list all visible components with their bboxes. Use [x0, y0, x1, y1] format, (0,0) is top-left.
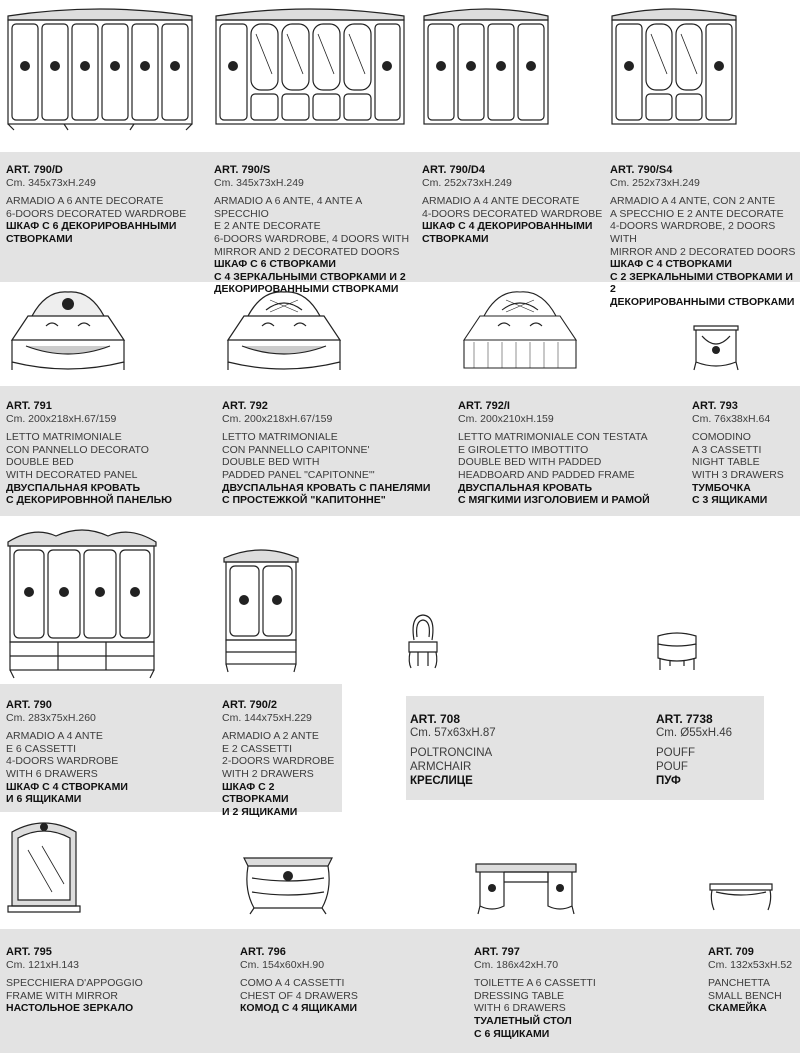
article-name-en: WITH DECORATED PANEL — [6, 468, 138, 481]
article-name-en: 6-DOORS WARDROBE, 4 DOORS WITH — [214, 232, 410, 245]
article-708 — [410, 712, 610, 788]
wardrobe-790-2-drawing — [222, 544, 300, 674]
article-793 — [692, 400, 798, 507]
article-790 — [6, 699, 206, 806]
article-name-en: CHEST OF 4 DRAWERS — [240, 989, 358, 1002]
article-code: ART. 793 — [692, 400, 738, 412]
article-name-en: PADDED PANEL "CAPITONNE'" — [222, 468, 375, 481]
article-code: ART. 790/S4 — [610, 164, 673, 176]
article-name-en: SMALL BENCH — [708, 989, 782, 1002]
article-name-en: DOUBLE BED WITH — [222, 456, 320, 469]
article-dimensions: Cm. 200x218xH.67/159 — [222, 412, 333, 425]
article-790d — [6, 164, 206, 246]
article-dimensions: Cm. 283x75xH.260 — [6, 711, 96, 724]
article-name-ru: ШКАФ С 2 СТВОРКАМИ — [222, 780, 289, 806]
article-dimensions: Cm. 76x38xH.64 — [692, 412, 771, 425]
article-name-ru: ШКАФ С 4 СТВОРКАМИ — [610, 258, 732, 271]
article-name-ru: С 6 ЯЩИКАМИ — [474, 1027, 550, 1040]
article-name-ru: С ДЕКОРИРОВННОЙ ПАНЕЛЬЮ — [6, 494, 172, 507]
armchair-708-drawing — [406, 612, 440, 670]
nightstand-793-drawing — [692, 322, 740, 372]
article-name-en: POUF — [656, 761, 688, 773]
article-name-ru: СТВОРКАМИ — [6, 232, 73, 245]
article-name-en: 4-DOORS WARDROBE, 2 DOORS WITH — [610, 220, 776, 245]
article-code: ART. 791 — [6, 400, 52, 412]
article-code: ART. 790 — [6, 699, 52, 711]
article-name-ru: ТУМБОЧКА — [692, 481, 751, 494]
wardrobe-790-drawing — [4, 524, 160, 680]
article-name-en: MIRROR AND 2 DECORATED DOORS — [610, 245, 796, 258]
article-code: ART. 790/2 — [222, 699, 278, 711]
article-dimensions: Cm. 132x53xH.52 — [708, 958, 793, 971]
article-name-it: CON PANNELLO CAPITONNE' — [222, 443, 370, 456]
article-name-ru: ТУАЛЕТНЫЙ СТОЛ — [474, 1014, 572, 1027]
article-dimensions: Cm. Ø55xH.46 — [656, 727, 733, 739]
wardrobe-790s4-drawing — [608, 4, 740, 132]
article-name-it: COMODINO — [692, 431, 751, 444]
dressing-table-797-drawing — [474, 860, 578, 916]
article-name-ru: ДВУСПАЛЬНАЯ КРОВАТЬ — [458, 481, 593, 494]
article-name-ru: ДВУСПАЛЬНАЯ КРОВАТЬ С ПАНЕЛЯМИ — [222, 481, 431, 494]
chest-796-drawing — [240, 854, 336, 916]
article-name-ru: ШКАФ С 4 СТВОРКАМИ — [6, 780, 128, 793]
article-dimensions: Cm. 252x73xH.249 — [422, 176, 512, 189]
article-790s4 — [610, 164, 798, 309]
article-790d4 — [422, 164, 607, 246]
pouf-7738-drawing — [654, 630, 700, 672]
article-792 — [222, 400, 452, 507]
article-name-ru: ШКАФ С 4 ДЕКОРИРОВАННЫМИ — [422, 220, 593, 233]
article-name-ru: СКАМЕЙКА — [708, 1002, 767, 1015]
article-name-ru: С 3 ЯЩИКАМИ — [692, 494, 768, 507]
article-name-ru: ШКАФ С 6 ДЕКОРИРОВАННЫМИ — [6, 220, 177, 233]
article-name-en: 4-DOORS WARDROBE — [6, 755, 119, 768]
article-791 — [6, 400, 216, 507]
article-code: ART. 792/I — [458, 400, 510, 412]
article-name-it: COMO A 4 CASSETTI — [240, 977, 345, 990]
article-name-ru: И 6 ЯЩИКАМИ — [6, 793, 82, 806]
article-name-it: ARMADIO A 2 ANTE — [222, 730, 319, 743]
article-name-it: E 2 CASSETTI — [222, 742, 293, 755]
article-name-it: E 2 ANTE DECORATE — [214, 220, 321, 233]
article-name-it: LETTO MATRIMONIALE — [222, 431, 338, 444]
article-name-it: A SPECCHIO E 2 ANTE DECORATE — [610, 207, 784, 220]
article-name-it: POLTRONCINA — [410, 747, 493, 759]
article-name-ru: С МЯГКИМИ ИЗГОЛОВИЕМ И РАМОЙ — [458, 494, 650, 507]
article-code: ART. 792 — [222, 400, 268, 412]
article-796 — [240, 946, 460, 1015]
article-code: ART. 797 — [474, 946, 520, 958]
bed-792i-drawing — [458, 286, 582, 376]
article-name-en: DOUBLE BED WITH PADDED — [458, 456, 602, 469]
article-name-it: ARMADIO A 4 ANTE, CON 2 ANTE — [610, 195, 776, 208]
wardrobe-790d4-drawing — [420, 4, 552, 132]
article-name-en: 6-DOORS DECORATED WARDROBE — [6, 207, 187, 220]
article-name-it: ARMADIO A 4 ANTE — [6, 730, 103, 743]
article-name-en: WITH 3 DRAWERS — [692, 468, 784, 481]
article-dimensions: Cm. 144x75xH.229 — [222, 711, 312, 724]
article-name-en: DRESSING TABLE — [474, 989, 565, 1002]
article-name-ru: И 2 ЯЩИКАМИ — [222, 805, 298, 818]
article-code: ART. 709 — [708, 946, 754, 958]
article-code: ART. 790/S — [214, 164, 271, 176]
article-code: ART. 790/D4 — [422, 164, 485, 176]
article-name-ru: С ПРОСТЕЖКОЙ "КАПИТОННЕ" — [222, 494, 386, 507]
article-name-en: MIRROR AND 2 DECORATED DOORS — [214, 245, 400, 258]
article-dimensions: Cm. 345x73xH.249 — [214, 176, 304, 189]
article-dimensions: Cm. 252x73xH.249 — [610, 176, 700, 189]
bed-792-drawing — [222, 286, 346, 376]
wardrobe-790s-drawing — [212, 4, 408, 132]
article-dimensions: Cm. 154x60xH.90 — [240, 958, 325, 971]
article-name-ru: НАСТОЛЬНОЕ ЗЕРКАЛО — [6, 1002, 134, 1015]
article-797 — [474, 946, 694, 1040]
article-name-en: HEADBOARD AND PADDED FRAME — [458, 468, 635, 481]
article-name-ru: С 2 ЗЕРКАЛЬНЫМИ СТВОРКАМИ И 2 — [610, 270, 793, 296]
article-790s — [214, 164, 414, 296]
article-name-it: E 6 CASSETTI — [6, 742, 77, 755]
article-name-it: A 3 CASSETTI — [692, 443, 762, 456]
article-name-it: ARMADIO A 6 ANTE, 4 ANTE A SPECCHIO — [214, 195, 362, 220]
article-name-it: PANCHETTA — [708, 977, 771, 990]
article-name-en: DOUBLE BED — [6, 456, 74, 469]
article-name-it: ARMADIO A 6 ANTE DECORATE — [6, 195, 164, 208]
article-name-en: ARMCHAIR — [410, 761, 472, 773]
article-name-it: LETTO MATRIMONIALE CON TESTATA — [458, 431, 648, 444]
article-dimensions: Cm. 57x63xH.87 — [410, 727, 496, 739]
article-name-ru: КОМОД С 4 ЯЩИКАМИ — [240, 1002, 358, 1015]
article-code: ART. 790/D — [6, 164, 63, 176]
article-name-en: NIGHT TABLE — [692, 456, 760, 469]
mirror-795-drawing — [6, 818, 82, 914]
article-name-en: WITH 6 DRAWERS — [474, 1002, 566, 1015]
article-dimensions: Cm. 186x42xH.70 — [474, 958, 559, 971]
article-name-it: TOILETTE A 6 CASSETTI — [474, 977, 596, 990]
article-name-en: 4-DOORS DECORATED WARDROBE — [422, 207, 603, 220]
article-name-ru: ДЕКОРИРОВАННЫМИ СТВОРКАМИ — [610, 295, 795, 308]
article-code: ART. 7738 — [656, 712, 713, 726]
article-dimensions: Cm. 200x210xH.159 — [458, 412, 554, 425]
article-dimensions: Cm. 345x73xH.249 — [6, 176, 96, 189]
article-name-ru: ДВУСПАЛЬНАЯ КРОВАТЬ — [6, 481, 141, 494]
article-name-en: FRAME WITH MIRROR — [6, 989, 118, 1002]
article-name-it: SPECCHIERA D'APPOGGIO — [6, 977, 143, 990]
article-name-it: ARMADIO A 4 ANTE DECORATE — [422, 195, 580, 208]
article-name-ru: ШКАФ С 6 СТВОРКАМИ — [214, 258, 336, 271]
article-code: ART. 708 — [410, 712, 461, 726]
article-dimensions: Cm. 121xH.143 — [6, 958, 79, 971]
article-name-ru: КРЕСЛИЦЕ — [410, 775, 473, 787]
article-name-it: CON PANNELLO DECORATO — [6, 443, 149, 456]
article-name-en: 2-DOORS WARDROBE — [222, 755, 335, 768]
article-name-ru: ДЕКОРИРОВАННЫМИ СТВОРКАМИ — [214, 283, 399, 296]
article-795 — [6, 946, 226, 1015]
bed-791-drawing — [6, 286, 130, 376]
article-dimensions: Cm. 200x218xH.67/159 — [6, 412, 117, 425]
article-name-en: WITH 2 DRAWERS — [222, 767, 314, 780]
article-790-2 — [222, 699, 340, 818]
article-name-ru: С 4 ЗЕРКАЛЬНЫМИ СТВОРКАМИ И 2 — [214, 270, 406, 283]
article-name-it: E GIROLETTO IMBOTTITO — [458, 443, 589, 456]
bench-709-drawing — [706, 878, 776, 914]
article-709 — [708, 946, 800, 1015]
article-name-it: LETTO MATRIMONIALE — [6, 431, 122, 444]
article-792i — [458, 400, 686, 507]
article-name-ru: СТВОРКАМИ — [422, 232, 489, 245]
article-name-it: POUFF — [656, 747, 695, 759]
article-code: ART. 795 — [6, 946, 52, 958]
article-7738 — [656, 712, 764, 788]
article-name-en: WITH 6 DRAWERS — [6, 767, 98, 780]
wardrobe-790d-drawing — [4, 4, 196, 132]
article-name-ru: ПУФ — [656, 775, 681, 787]
article-code: ART. 796 — [240, 946, 286, 958]
